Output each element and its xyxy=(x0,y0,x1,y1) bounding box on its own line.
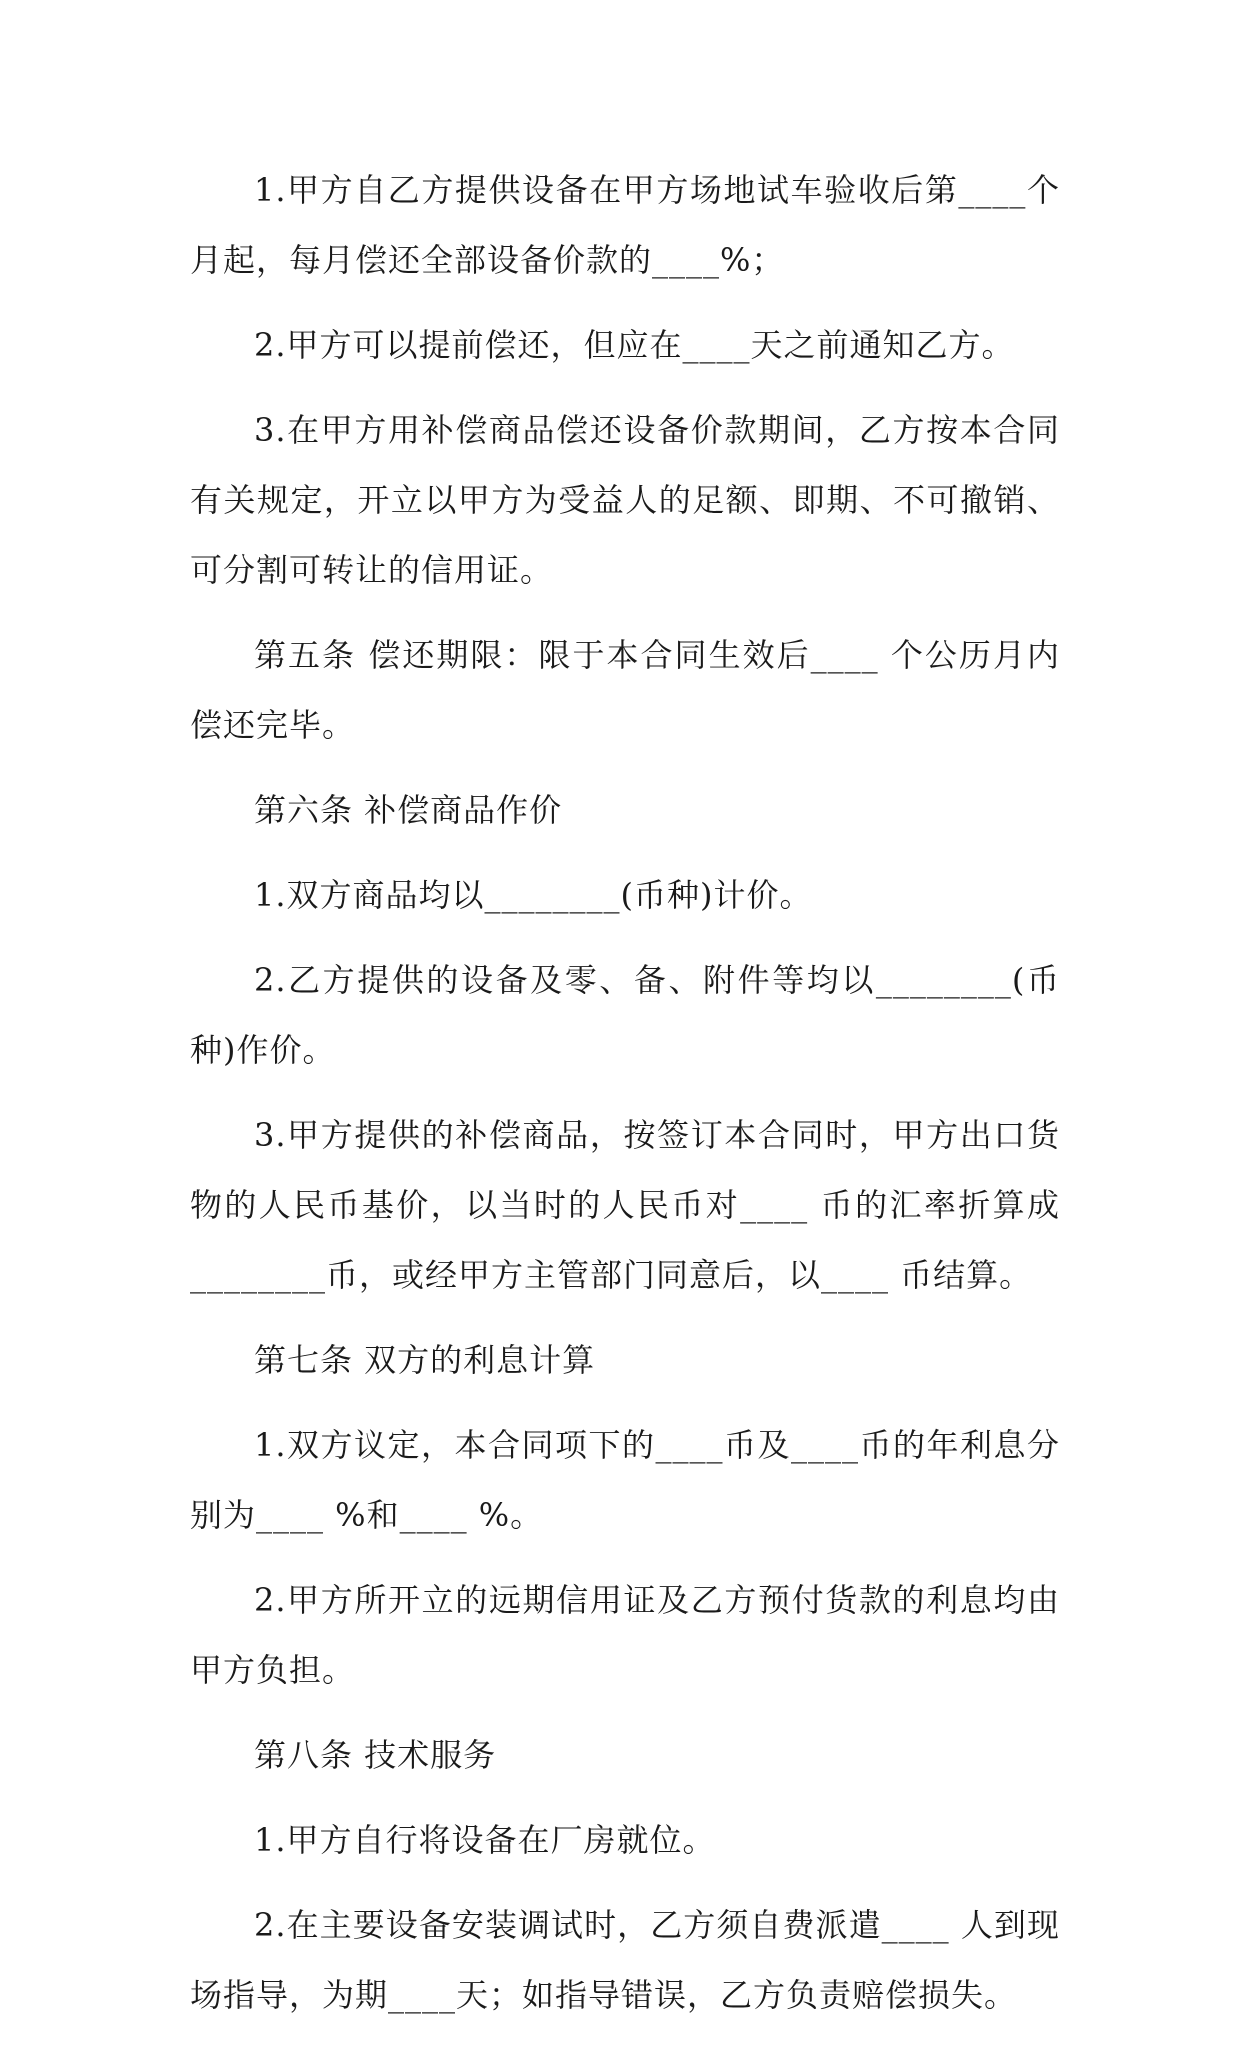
clause-equipment-pricing-currency: 2.乙方提供的设备及零、备、附件等均以________(币种)作价。 xyxy=(190,961,1060,1069)
clause-repayment-start: 1.甲方自乙方提供设备在甲方场地试车验收后第____个月起，每月偿还全部设备价款的____%； xyxy=(190,171,1060,279)
clause-letter-of-credit: 3.在甲方用补偿商品偿还设备价款期间，乙方按本合同有关规定，开立以甲方为受益人的足额、即期、不可撤销、可分割可转让的信用证。 xyxy=(190,411,1060,589)
article-7-heading: 第七条 双方的利息计算 xyxy=(254,1341,596,1379)
article-5-repayment-period: 第五条 偿还期限：限于本合同生效后____ 个公历月内偿还完毕。 xyxy=(190,636,1060,744)
clause-goods-pricing-currency: 1.双方商品均以________(币种)计价。 xyxy=(254,876,813,914)
clause-interest-burden: 2.甲方所开立的远期信用证及乙方预付货款的利息均由甲方负担。 xyxy=(190,1581,1060,1689)
clause-exchange-rate: 3.甲方提供的补偿商品，按签订本合同时，甲方出口货物的人民币基价，以当时的人民币对____ 币的汇率折算成________币，或经甲方主管部门同意后，以____ 币结算。 xyxy=(190,1116,1060,1294)
article-8-heading: 第八条 技术服务 xyxy=(254,1736,497,1774)
clause-installation-guidance: 2.在主要设备安装调试时，乙方须自费派遣____ 人到现场指导，为期____天；如指导错误，乙方负责赔偿损失。 xyxy=(190,1906,1060,2014)
document-body xyxy=(190,155,1060,2045)
clause-early-repayment: 2.甲方可以提前偿还，但应在____天之前通知乙方。 xyxy=(254,326,1015,364)
clause-equipment-positioning: 1.甲方自行将设备在厂房就位。 xyxy=(254,1821,716,1859)
clause-interest-rates: 1.双方议定，本合同项下的____币及____币的年利息分别为____ %和____ %。 xyxy=(190,1426,1060,1534)
article-6-heading: 第六条 补偿商品作价 xyxy=(254,791,563,829)
